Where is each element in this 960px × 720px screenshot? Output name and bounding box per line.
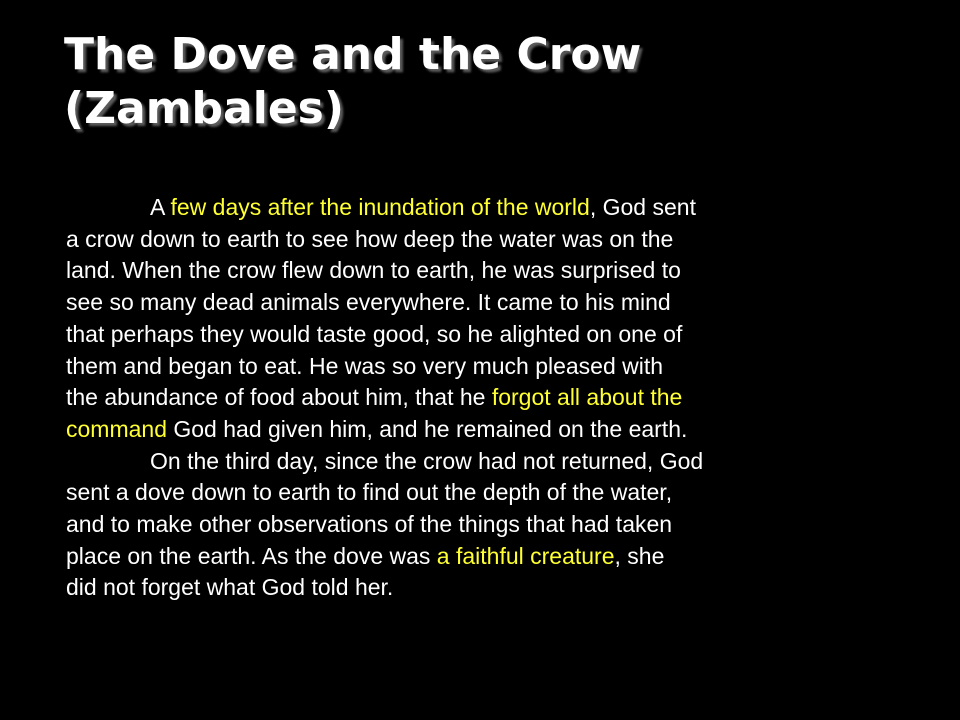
paragraph-1-line-8 — [66, 414, 916, 446]
highlighted-phrase: command — [66, 415, 167, 442]
text-segment: God had given him, and he remained on the earth. — [166, 415, 688, 442]
text-segment: the abundance of food about him, that he — [66, 384, 492, 411]
paragraph-1-line-3: land. When the crow flew down to earth, he was surprised to — [66, 257, 681, 284]
story-text — [66, 192, 916, 604]
paragraph-2-line-4 — [66, 541, 916, 573]
paragraph-2-line-3: and to make other observations of the things that had taken — [66, 511, 673, 538]
paragraph-2-line-2: sent a dove down to earth to find out the depth of the water, — [66, 479, 673, 506]
paragraph-2-line-5: did not forget what God told her. — [66, 574, 394, 601]
paragraph-2-line-1: On the third day, since the crow had not returned, God — [150, 447, 704, 474]
title-line-1: The Dove and the Crow — [64, 29, 642, 80]
highlighted-phrase: few days after the inundation of the world — [170, 194, 590, 220]
text-segment: place on the earth. As the dove was — [66, 542, 437, 569]
title-line-2: (Zambales) — [64, 83, 344, 134]
highlighted-phrase: forgot all about the — [491, 384, 683, 411]
highlighted-phrase: a faithful creature — [436, 542, 615, 569]
paragraph-1-line-2: a crow down to earth to see how deep the water was on the — [66, 225, 674, 252]
paragraph-1-line-1 — [66, 192, 916, 224]
text-segment: , God sent — [589, 194, 696, 220]
paragraph-1-line-5: that perhaps they would taste good, so he alighted on one of — [66, 320, 683, 347]
paragraph-1-line-4: see so many dead animals everywhere. It came to his mind — [66, 289, 671, 316]
text-segment: , she — [614, 542, 665, 569]
slide-title — [64, 28, 924, 136]
paragraph-1-line-6: them and began to eat. He was so very much pleased with — [66, 352, 664, 379]
paragraph-1-line-7 — [66, 382, 916, 414]
text-segment: A — [150, 194, 171, 220]
